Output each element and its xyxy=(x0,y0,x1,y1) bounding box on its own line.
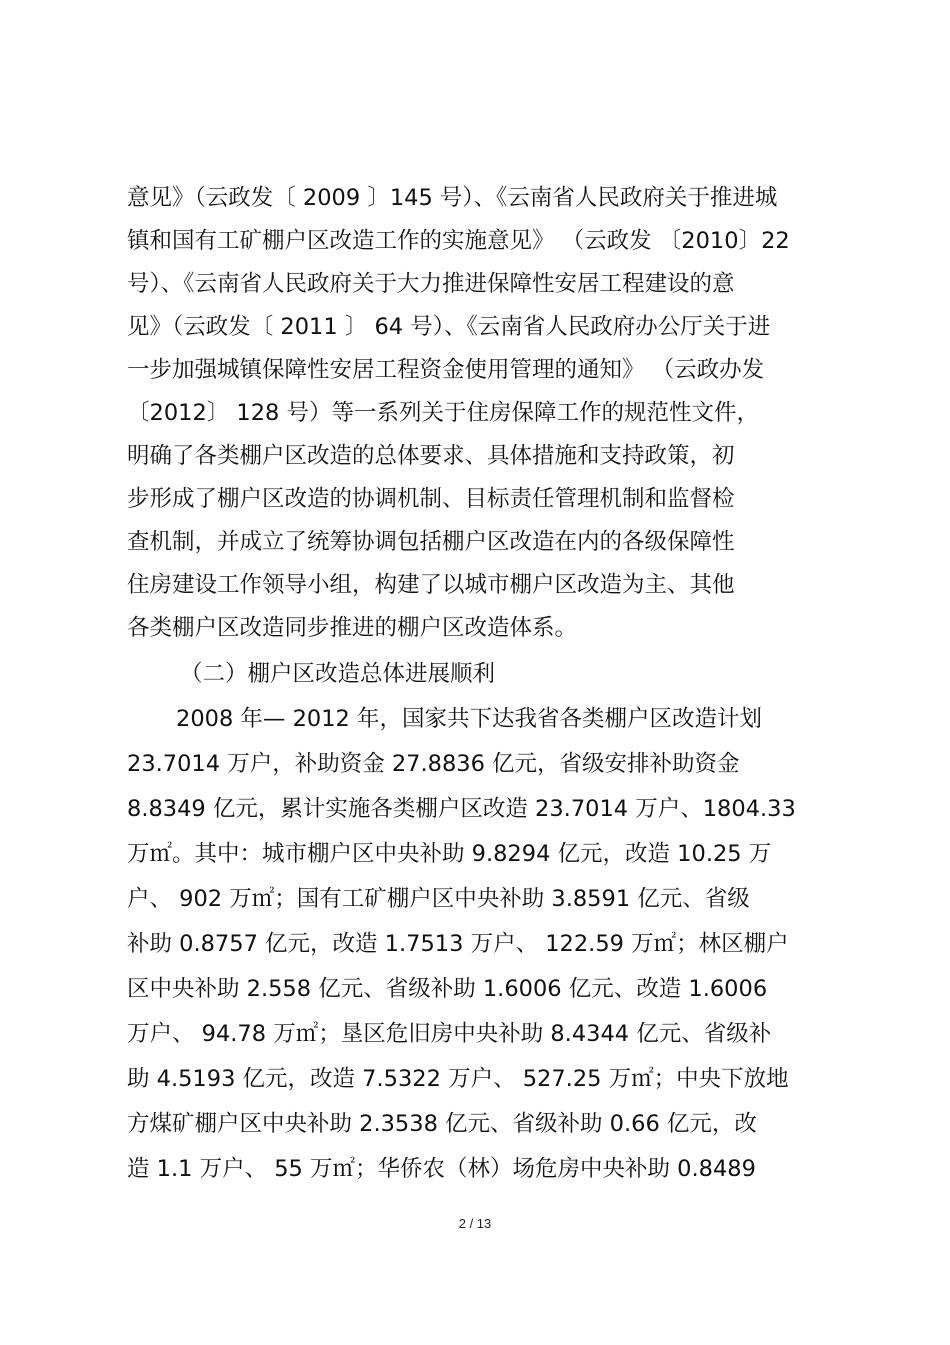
page-number: 2 / 13 xyxy=(458,1216,492,1231)
text-line: 查机制，并成立了统筹协调包括棚户区改造在内的各级保障性 xyxy=(127,529,735,555)
text-line: 万户、 94.78 万㎡；垦区危旧房中央补助 8.4344 亿元、省级补 xyxy=(127,1021,772,1047)
text-line: 一步加强城镇保障性安居工程资金使用管理的通知》 （云政办发 xyxy=(127,357,765,383)
text-line: 步形成了棚户区改造的协调机制、目标责任管理机制和监督检 xyxy=(127,486,735,512)
text-line: 方煤矿棚户区中央补助 2.3538 亿元、省级补助 0.66 亿元，改 xyxy=(127,1111,757,1137)
text-line: 号）、《云南省人民政府关于大力推进保障性安居工程建设的意 xyxy=(127,271,735,297)
text-line: 区中央补助 2.558 亿元、省级补助 1.6006 亿元、改造 1.6006 xyxy=(127,976,768,1002)
text-line: 〔2012〕 128 号）等一系列关于住房保障工作的规范性文件， xyxy=(127,400,760,426)
text-line: 镇和国有工矿棚户区改造工作的实施意见》 （云政发 〔2010〕22 xyxy=(127,228,790,254)
text-line: 万㎡。其中：城市棚户区中央补助 9.8294 亿元，改造 10.25 万 xyxy=(127,841,772,867)
text-line: 意见》（云政发〔 2009 〕145 号）、《云南省人民政府关于推进城 xyxy=(127,185,778,211)
text-line: 23.7014 万户，补助资金 27.8836 亿元，省级安排补助资金 xyxy=(127,751,740,777)
text-line: 助 4.5193 亿元，改造 7.5322 万户、 527.25 万㎡；中央下放地 xyxy=(127,1066,789,1092)
section-heading: （二）棚户区改造总体进展顺利 xyxy=(180,661,496,687)
text-line: 造 1.1 万户、 55 万㎡；华侨农（林）场危房中央补助 0.8489 xyxy=(127,1156,756,1182)
text-line: 补助 0.8757 亿元，改造 1.7513 万户、 122.59 万㎡；林区棚户 xyxy=(127,931,789,957)
text-line: 2008 年— 2012 年，国家共下达我省各类棚户区改造计划 xyxy=(176,706,762,732)
text-line: 户、 902 万㎡；国有工矿棚户区中央补助 3.8591 亿元、省级 xyxy=(127,886,750,912)
text-line: 8.8349 亿元，累计实施各类棚户区改造 23.7014 万户、1804.33 xyxy=(127,796,796,822)
text-line: 住房建设工作领导小组，构建了以城市棚户区改造为主、其他 xyxy=(127,572,735,598)
text-line: 各类棚户区改造同步推进的棚户区改造体系。 xyxy=(127,615,578,641)
text-line: 见》（云政发〔 2011 〕 64 号）、《云南省人民政府办公厅关于进 xyxy=(127,314,771,340)
text-line: 明确了各类棚户区改造的总体要求、具体措施和支持政策，初 xyxy=(127,443,735,469)
